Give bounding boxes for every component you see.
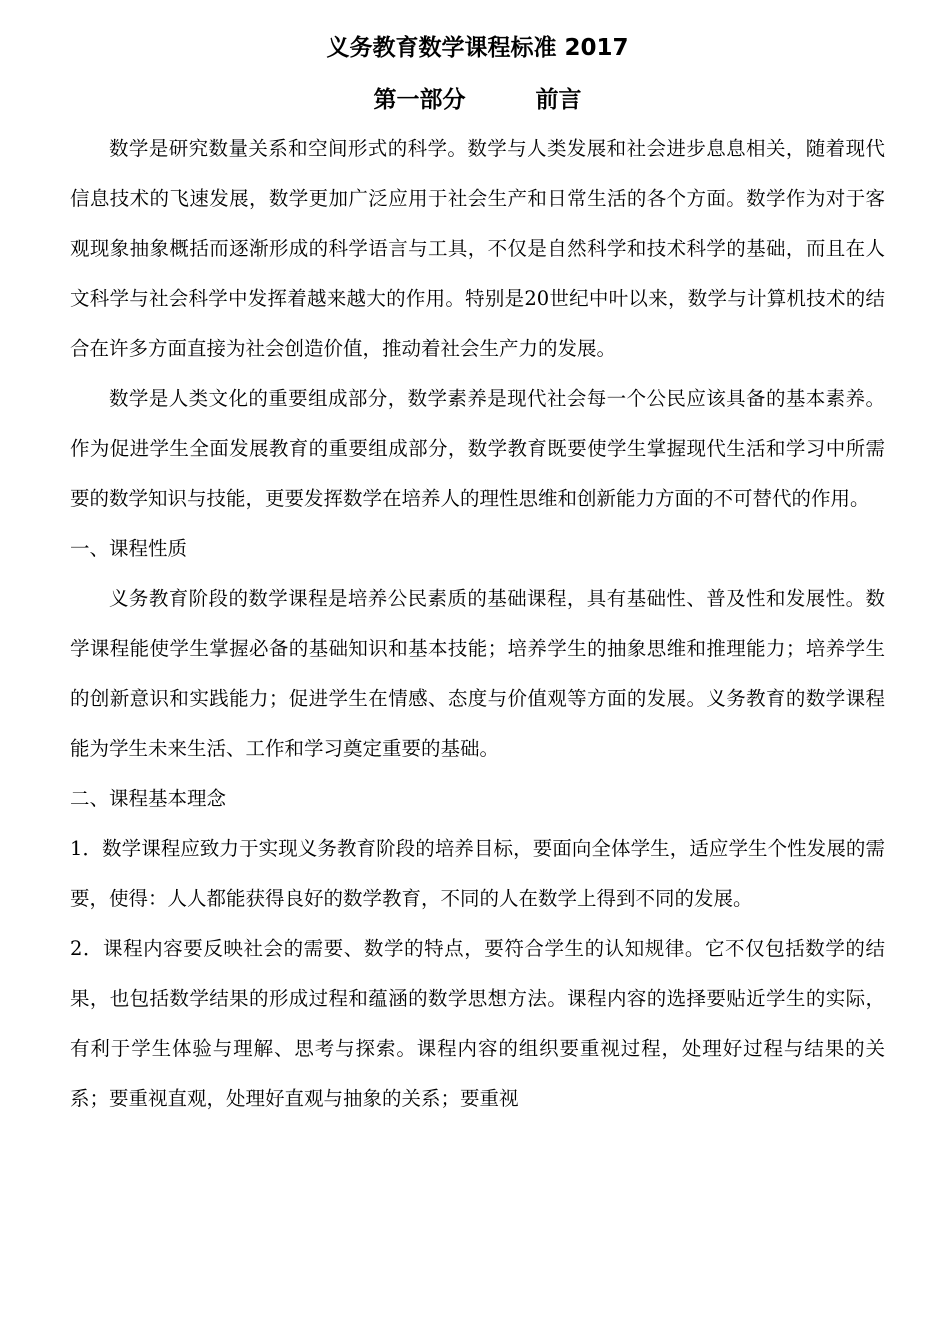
part-title [70,82,885,118]
section-heading-basic-concepts: 二、课程基本理念 [70,787,227,810]
intro-paragraph-1: 数学是研究数量关系和空间形式的科学。数学与人类发展和社会进步息息相关，随着现代信息技术的飞速发展，数学更加广泛应用于社会生产和日常生活的各个方面。数学作为对于客观现象抽象概括而逐渐形成的科学语言与工具，不仅是自然科学和技术科学的基础，而且在人文科学与社会科学中发挥着越来越大的作用。特别是20世纪中叶以来，数学与计算机技术的结合在许多方面直接为社会创造价值，推动着社会生产力的发展。 [70,137,885,360]
concept-item-1: 1．数学课程应致力于实现义务教育阶段的培养目标，要面向全体学生，适应学生个性发展的需要，使得：人人都能获得良好的数学教育，不同的人在数学上得到不同的发展。 [70,837,885,910]
course-nature-paragraph: 义务教育阶段的数学课程是培养公民素质的基础课程，具有基础性、普及性和发展性。数学课程能使学生掌握必备的基础知识和基本技能；培养学生的抽象思维和推理能力；培养学生的创新意识和实践能力；促进学生在情感、态度与价值观等方面的发展。义务教育的数学课程能为学生未来生活、工作和学习奠定重要的基础。 [70,587,885,760]
part-name: 前言 [535,87,582,113]
document-page [70,30,885,1124]
intro-paragraph-2: 数学是人类文化的重要组成部分，数学素养是现代社会每一个公民应该具备的基本素养。作为促进学生全面发展教育的重要组成部分，数学教育既要使学生掌握现代生活和学习中所需要的数学知识与技能，更要发挥数学在培养人的理性思维和创新能力方面的不可替代的作用。 [70,387,885,510]
part-label: 第一部分 [373,87,466,113]
section-heading-course-nature: 一、课程性质 [70,537,188,560]
document-title: 义务教育数学课程标准 2017 [326,35,629,61]
concept-item-2: 2．课程内容要反映社会的需要、数学的特点，要符合学生的认知规律。它不仅包括数学的结果，也包括数学结果的形成过程和蕴涵的数学思想方法。课程内容的选择要贴近学生的实际，有利于学生体验与理解、思考与探索。课程内容的组织要重视过程，处理好过程与结果的关系；要重视直观，处理好直观与抽象的关系；要重视 [70,937,885,1110]
